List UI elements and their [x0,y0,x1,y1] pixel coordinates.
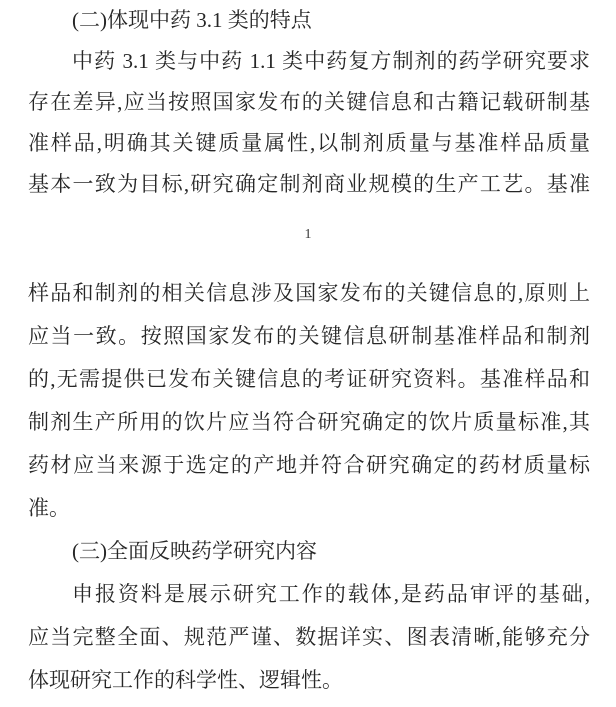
text-line: 申报资料是展示研究工作的载体,是药品审评的基础, [72,582,590,606]
section-heading-2: (二)体现中药 3.1 类的特点 [72,8,312,32]
text-line: 应当完整全面、规范严谨、数据详实、图表清晰,能够充分 [28,625,590,649]
text-line: 的,无需提供已发布关键信息的考证研究资料。基准样品和 [28,367,590,391]
page1-text-block [28,0,590,205]
text-line: 中药 3.1 类与中药 1.1 类中药复方制剂的药学研究要求 [72,49,590,73]
text-line: 准样品,明确其关键质量属性,以制剂质量与基准样品质量 [28,131,590,155]
text-line: 存在差异,应当按照国家发布的关键信息和古籍记载研制基 [28,90,590,114]
text-line: 样品和制剂的相关信息涉及国家发布的关键信息的,原则上 [28,281,590,305]
section-heading-3: (三)全面反映药学研究内容 [72,539,317,563]
page-number: 1 [304,227,312,242]
text-line: 应当一致。按照国家发布的关键信息研制基准样品和制剂 [28,324,590,348]
page2-text-block [28,272,590,702]
text-line: 药材应当来源于选定的产地并符合研究确定的药材质量标 [28,453,590,477]
text-line: 体现研究工作的科学性、逻辑性。 [28,668,343,692]
text-line: 制剂生产所用的饮片应当符合研究确定的饮片质量标准,其 [28,410,590,434]
text-line: 准。 [28,496,70,520]
text-line: 基本一致为目标,研究确定制剂商业规模的生产工艺。基准 [28,172,590,196]
